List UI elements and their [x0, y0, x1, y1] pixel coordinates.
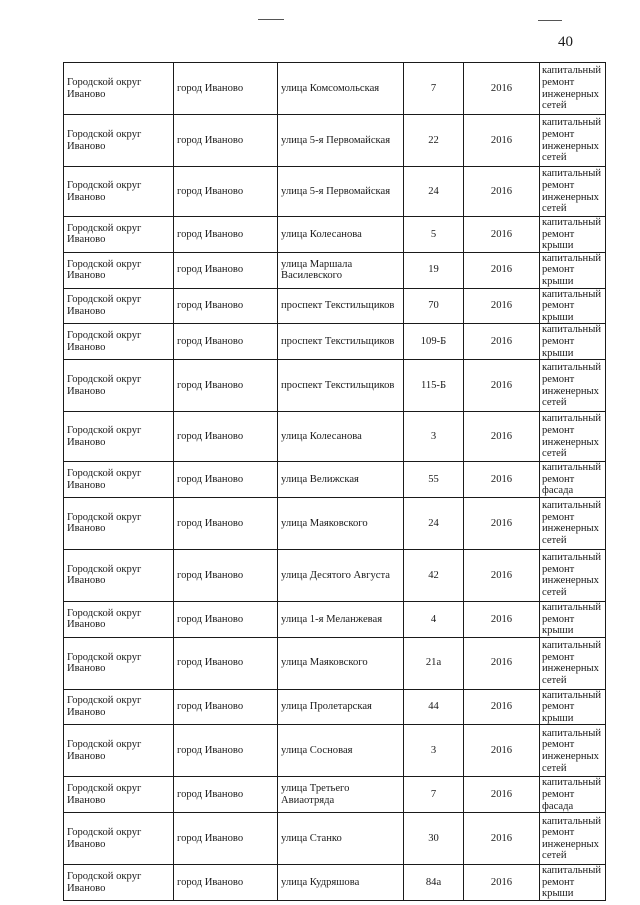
city-cell: город Иваново	[174, 252, 278, 288]
house-number-cell: 7	[404, 777, 464, 813]
house-number-cell: 21а	[404, 637, 464, 689]
street-cell: улица 1-я Меланжевая	[278, 601, 404, 637]
year-cell: 2016	[464, 252, 540, 288]
year-cell: 2016	[464, 167, 540, 217]
street-cell: улица Маршала Василевского	[278, 252, 404, 288]
table-row	[64, 115, 606, 167]
city-cell: город Иваново	[174, 637, 278, 689]
work-type-cell: капитальный ремонт крыши	[540, 865, 606, 901]
street-cell: улица Велижская	[278, 462, 404, 498]
year-cell: 2016	[464, 549, 540, 601]
district-cell: Городской округ Иваново	[64, 252, 174, 288]
work-type-cell: капитальный ремонт инженерных сетей	[540, 497, 606, 549]
table-row	[64, 689, 606, 725]
house-number-cell: 3	[404, 725, 464, 777]
year-cell: 2016	[464, 412, 540, 462]
table-row	[64, 288, 606, 324]
work-type-cell: капитальный ремонт инженерных сетей	[540, 115, 606, 167]
city-cell: город Иваново	[174, 689, 278, 725]
house-number-cell: 84а	[404, 865, 464, 901]
street-cell: улица Маяковского	[278, 637, 404, 689]
city-cell: город Иваново	[174, 288, 278, 324]
city-cell: город Иваново	[174, 167, 278, 217]
year-cell: 2016	[464, 725, 540, 777]
city-cell: город Иваново	[174, 115, 278, 167]
city-cell: город Иваново	[174, 601, 278, 637]
city-cell: город Иваново	[174, 725, 278, 777]
work-type-cell: капитальный ремонт инженерных сетей	[540, 167, 606, 217]
house-number-cell: 42	[404, 549, 464, 601]
work-type-cell: капитальный ремонт крыши	[540, 324, 606, 360]
work-type-cell: капитальный ремонт фасада	[540, 462, 606, 498]
table-row	[64, 601, 606, 637]
table-row	[64, 549, 606, 601]
street-cell: улица 5-я Первомайская	[278, 167, 404, 217]
district-cell: Городской округ Иваново	[64, 865, 174, 901]
city-cell: город Иваново	[174, 865, 278, 901]
district-cell: Городской округ Иваново	[64, 549, 174, 601]
house-number-cell: 4	[404, 601, 464, 637]
year-cell: 2016	[464, 637, 540, 689]
district-cell: Городской округ Иваново	[64, 167, 174, 217]
work-type-cell: капитальный ремонт крыши	[540, 689, 606, 725]
district-cell: Городской округ Иваново	[64, 412, 174, 462]
city-cell: город Иваново	[174, 497, 278, 549]
city-cell: город Иваново	[174, 549, 278, 601]
table-row	[64, 324, 606, 360]
street-cell: улица Маяковского	[278, 497, 404, 549]
year-cell: 2016	[464, 777, 540, 813]
district-cell: Городской округ Иваново	[64, 115, 174, 167]
table-row	[64, 725, 606, 777]
house-number-cell: 24	[404, 167, 464, 217]
house-number-cell: 3	[404, 412, 464, 462]
street-cell: улица Колесанова	[278, 217, 404, 253]
year-cell: 2016	[464, 63, 540, 115]
table-row	[64, 777, 606, 813]
city-cell: город Иваново	[174, 63, 278, 115]
table-row	[64, 63, 606, 115]
year-cell: 2016	[464, 689, 540, 725]
house-number-cell: 109-Б	[404, 324, 464, 360]
street-cell: улица Десятого Августа	[278, 549, 404, 601]
work-type-cell: капитальный ремонт крыши	[540, 288, 606, 324]
house-number-cell: 44	[404, 689, 464, 725]
work-type-cell: капитальный ремонт инженерных сетей	[540, 549, 606, 601]
work-type-cell: капитальный ремонт инженерных сетей	[540, 725, 606, 777]
district-cell: Городской округ Иваново	[64, 777, 174, 813]
street-cell: проспект Текстильщиков	[278, 360, 404, 412]
work-type-cell: капитальный ремонт инженерных сетей	[540, 637, 606, 689]
work-type-cell: капитальный ремонт инженерных сетей	[540, 360, 606, 412]
table-row	[64, 217, 606, 253]
work-type-cell: капитальный ремонт крыши	[540, 217, 606, 253]
house-number-cell: 22	[404, 115, 464, 167]
house-number-cell: 30	[404, 813, 464, 865]
city-cell: город Иваново	[174, 360, 278, 412]
district-cell: Городской округ Иваново	[64, 217, 174, 253]
city-cell: город Иваново	[174, 324, 278, 360]
street-cell: улица Колесанова	[278, 412, 404, 462]
street-cell: проспект Текстильщиков	[278, 288, 404, 324]
work-type-cell: капитальный ремонт крыши	[540, 601, 606, 637]
district-cell: Городской округ Иваново	[64, 725, 174, 777]
district-cell: Городской округ Иваново	[64, 637, 174, 689]
page-number: 40	[558, 34, 573, 50]
house-number-cell: 5	[404, 217, 464, 253]
year-cell: 2016	[464, 288, 540, 324]
year-cell: 2016	[464, 865, 540, 901]
table-row	[64, 813, 606, 865]
street-cell: улица Третьего Авиаотряда	[278, 777, 404, 813]
district-cell: Городской округ Иваново	[64, 63, 174, 115]
table-row	[64, 167, 606, 217]
street-cell: улица Станко	[278, 813, 404, 865]
year-cell: 2016	[464, 813, 540, 865]
work-type-cell: капитальный ремонт крыши	[540, 252, 606, 288]
work-type-cell: капитальный ремонт инженерных сетей	[540, 813, 606, 865]
table-row	[64, 637, 606, 689]
street-cell: улица Сосновая	[278, 725, 404, 777]
house-number-cell: 55	[404, 462, 464, 498]
city-cell: город Иваново	[174, 462, 278, 498]
district-cell: Городской округ Иваново	[64, 497, 174, 549]
housing-repair-table	[63, 62, 606, 901]
work-type-cell: капитальный ремонт инженерных сетей	[540, 63, 606, 115]
year-cell: 2016	[464, 217, 540, 253]
street-cell: улица Комсомольская	[278, 63, 404, 115]
district-cell: Городской округ Иваново	[64, 324, 174, 360]
table-row	[64, 360, 606, 412]
district-cell: Городской округ Иваново	[64, 288, 174, 324]
table-row	[64, 462, 606, 498]
city-cell: город Иваново	[174, 777, 278, 813]
street-cell: проспект Текстильщиков	[278, 324, 404, 360]
district-cell: Городской округ Иваново	[64, 462, 174, 498]
table-row	[64, 412, 606, 462]
year-cell: 2016	[464, 115, 540, 167]
district-cell: Городской округ Иваново	[64, 360, 174, 412]
district-cell: Городской округ Иваново	[64, 813, 174, 865]
year-cell: 2016	[464, 462, 540, 498]
year-cell: 2016	[464, 360, 540, 412]
house-number-cell: 19	[404, 252, 464, 288]
table-row	[64, 865, 606, 901]
district-cell: Городской округ Иваново	[64, 689, 174, 725]
house-number-cell: 115-Б	[404, 360, 464, 412]
house-number-cell: 70	[404, 288, 464, 324]
city-cell: город Иваново	[174, 412, 278, 462]
street-cell: улица 5-я Первомайская	[278, 115, 404, 167]
year-cell: 2016	[464, 497, 540, 549]
year-cell: 2016	[464, 324, 540, 360]
city-cell: город Иваново	[174, 813, 278, 865]
year-cell: 2016	[464, 601, 540, 637]
table-row	[64, 252, 606, 288]
street-cell: улица Пролетарская	[278, 689, 404, 725]
table-row	[64, 497, 606, 549]
district-cell: Городской округ Иваново	[64, 601, 174, 637]
city-cell: город Иваново	[174, 217, 278, 253]
work-type-cell: капитальный ремонт фасада	[540, 777, 606, 813]
work-type-cell: капитальный ремонт инженерных сетей	[540, 412, 606, 462]
house-number-cell: 24	[404, 497, 464, 549]
street-cell: улица Кудряшова	[278, 865, 404, 901]
house-number-cell: 7	[404, 63, 464, 115]
